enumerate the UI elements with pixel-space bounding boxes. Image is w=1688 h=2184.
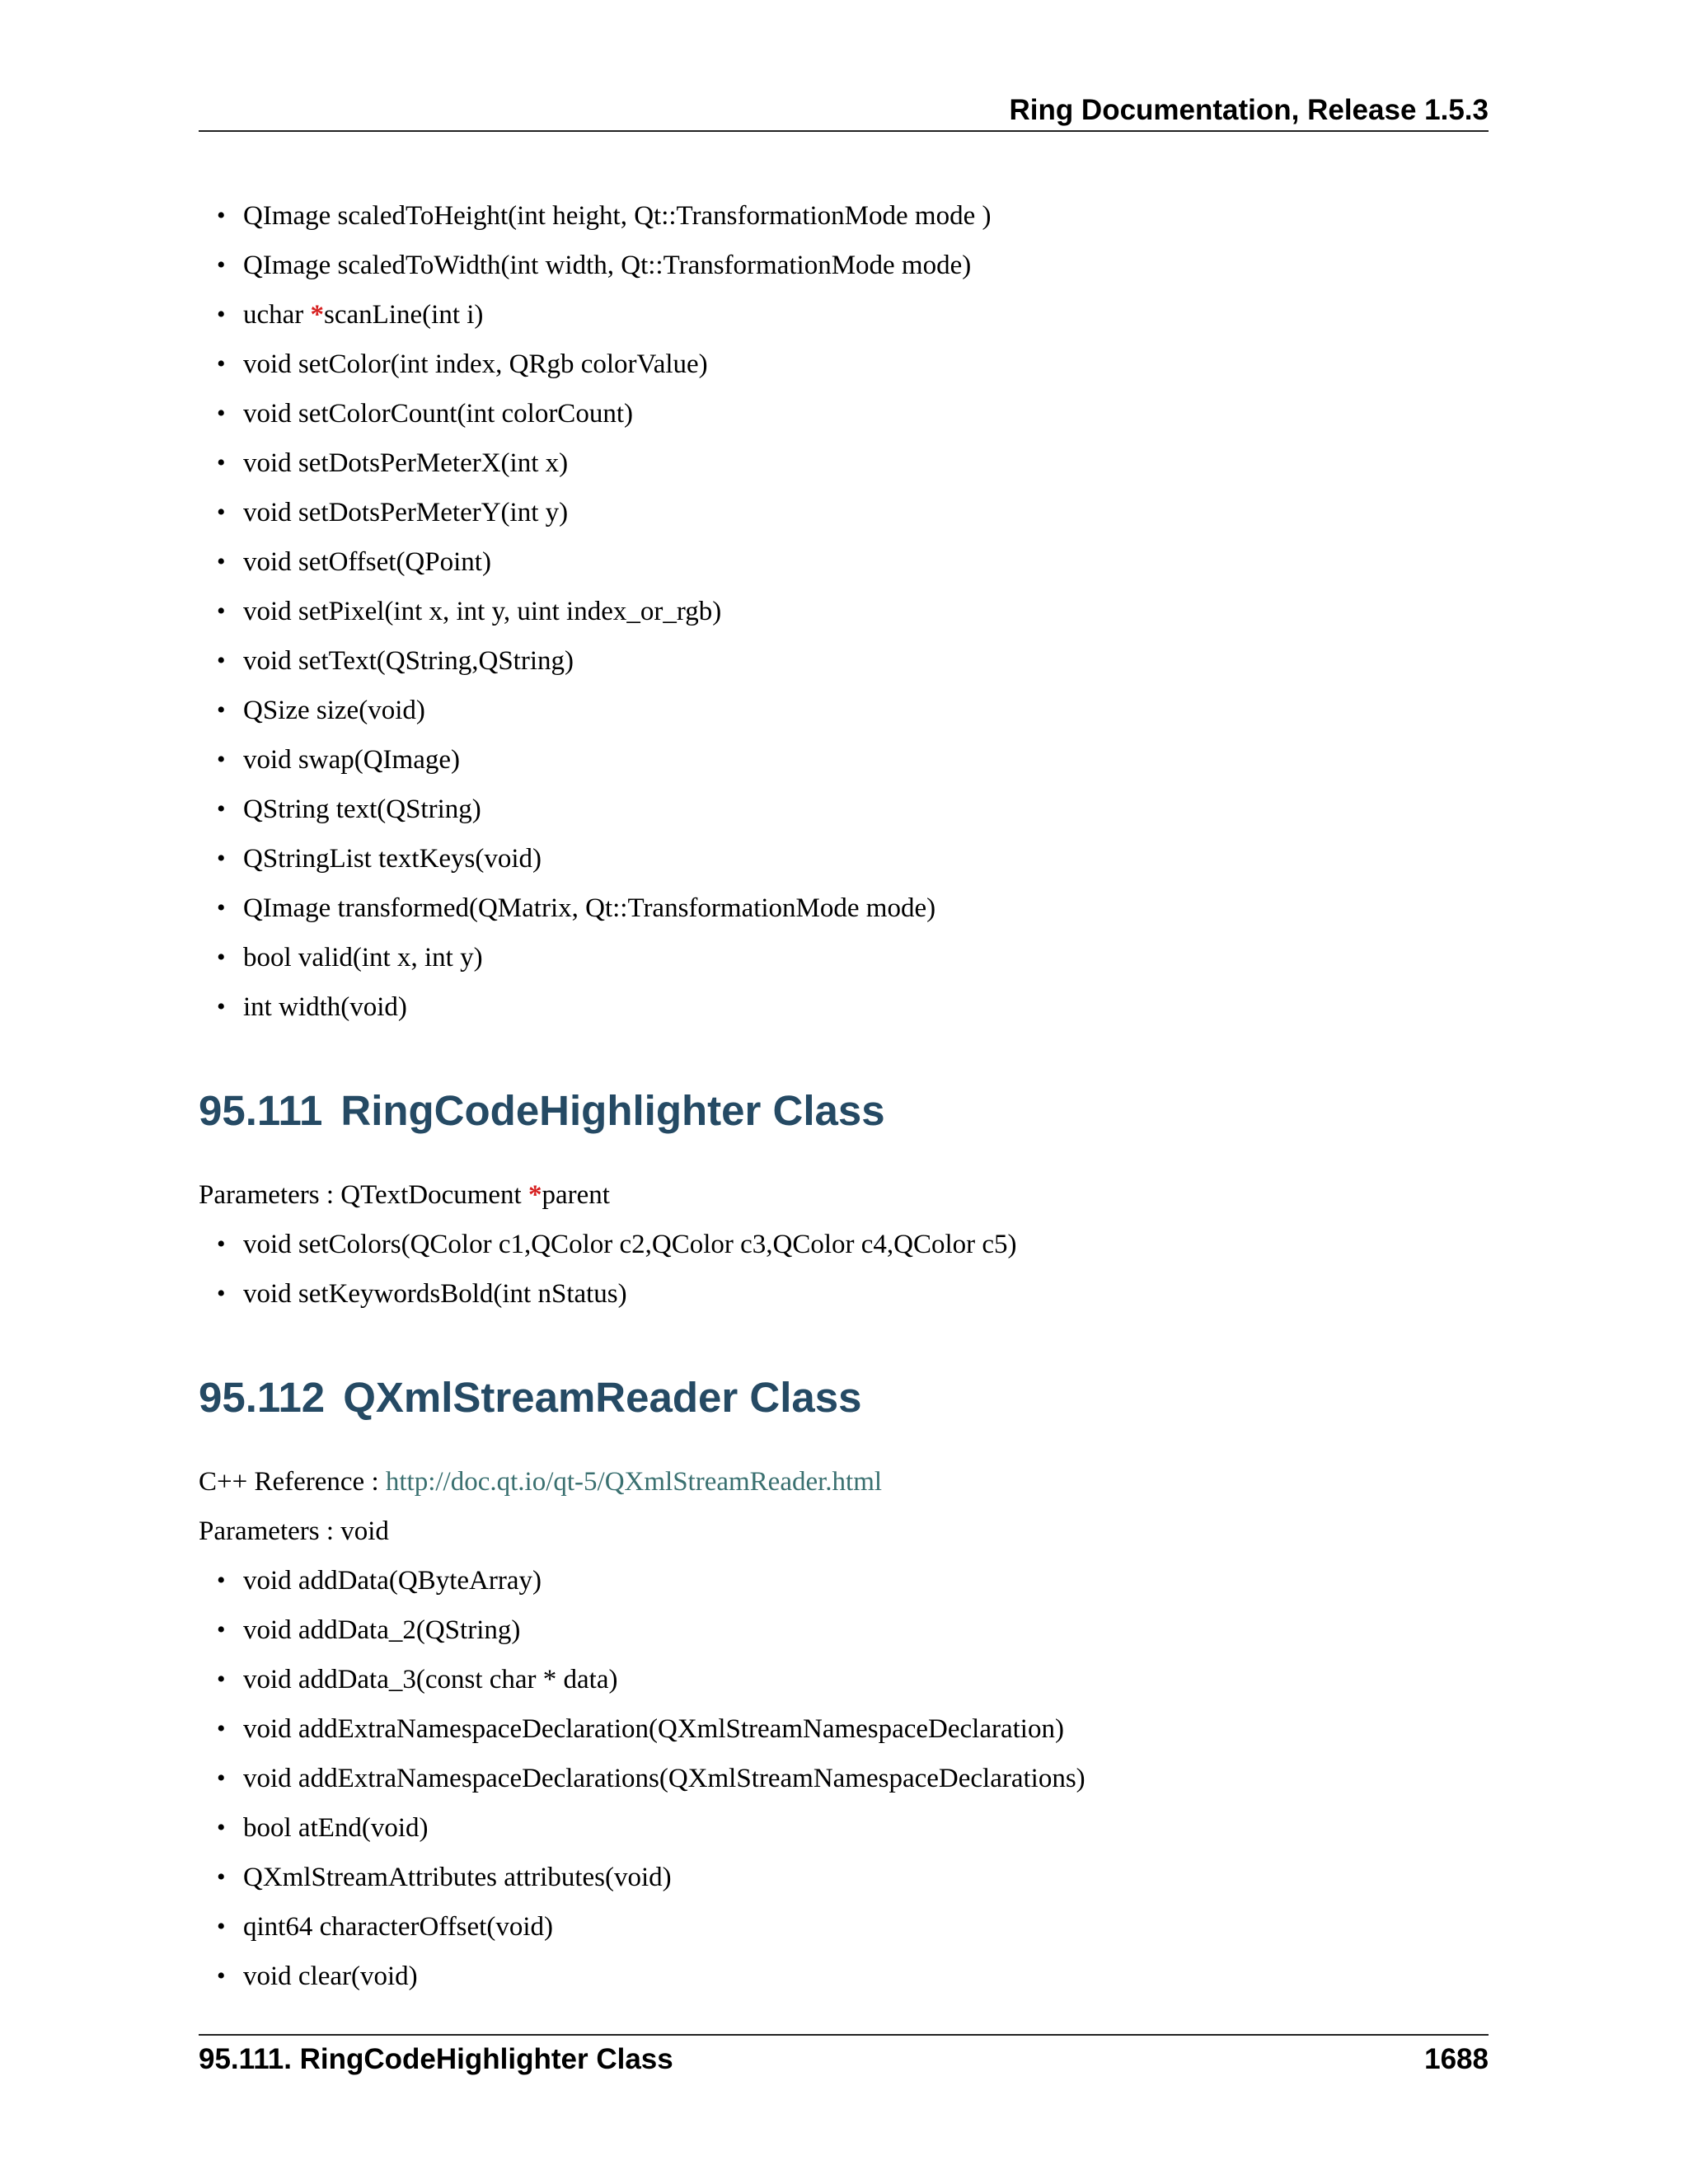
list-item: • QImage scaledToHeight(int height, Qt::TransformationMode mode ) xyxy=(243,191,1489,241)
qimage-methods-block xyxy=(199,191,1489,1032)
bullet-icon: • xyxy=(217,1765,226,1792)
list-item: • void setPixel(int x, int y, uint index_or_rgb) xyxy=(243,587,1489,636)
bullet-icon: • xyxy=(217,202,226,229)
list-item: • void addExtraNamespaceDeclarations(QXmlStreamNamespaceDeclarations) xyxy=(243,1754,1489,1803)
bullet-icon: • xyxy=(217,1863,226,1891)
footer-rule xyxy=(199,2034,1489,2036)
list-item: • void setColors(QColor c1,QColor c2,QColor c3,QColor c4,QColor c5) xyxy=(243,1220,1489,1269)
cpp-reference-link[interactable]: http://doc.qt.io/qt-5/QXmlStreamReader.html xyxy=(385,1467,883,1497)
list-item: • void addExtraNamespaceDeclaration(QXmlStreamNamespaceDeclaration) xyxy=(243,1704,1489,1754)
list-item: • void clear(void) xyxy=(243,1952,1489,2001)
bullet-icon: • xyxy=(217,795,226,823)
highlighter-methods-list xyxy=(199,1220,1489,1319)
pointer-star: * xyxy=(310,300,325,330)
list-item: • uchar *scanLine(int i) xyxy=(243,290,1489,340)
running-header: Ring Documentation, Release 1.5.3 xyxy=(1009,94,1489,126)
bullet-icon: • xyxy=(217,400,226,427)
bullet-icon: • xyxy=(217,894,226,921)
list-item: • QString text(QString) xyxy=(243,785,1489,834)
section-heading xyxy=(199,1371,1489,1424)
bullet-icon: • xyxy=(217,845,226,872)
list-item: • bool valid(int x, int y) xyxy=(243,933,1489,982)
list-item: • void setOffset(QPoint) xyxy=(243,537,1489,587)
list-item: • QImage scaledToWidth(int width, Qt::TransformationMode mode) xyxy=(243,241,1489,290)
list-item: • QSize size(void) xyxy=(243,686,1489,735)
section-number: 95.111 xyxy=(199,1087,323,1134)
list-item: • int width(void) xyxy=(243,982,1489,1032)
bullet-icon: • xyxy=(217,1616,226,1643)
bullet-icon: • xyxy=(217,1814,226,1841)
list-item: • void setKeywordsBold(int nStatus) xyxy=(243,1269,1489,1319)
pointer-star: * xyxy=(528,1180,542,1210)
running-footer xyxy=(199,2041,1489,2079)
header-rule xyxy=(199,130,1489,132)
bullet-icon: • xyxy=(217,301,226,328)
bullet-icon: • xyxy=(217,350,226,377)
page-number: 1688 xyxy=(1424,2043,1489,2075)
bullet-icon: • xyxy=(217,1715,226,1742)
section-title: QXmlStreamReader Class xyxy=(343,1374,862,1421)
footer-section-title: 95.111. RingCodeHighlighter Class xyxy=(199,2043,673,2075)
list-item: • void setColorCount(int colorCount) xyxy=(243,389,1489,438)
parameters-line: Parameters : QTextDocument *parent xyxy=(199,1180,610,1210)
section-ringcodehighlighter xyxy=(199,1085,1489,1137)
list-item: • void setText(QString,QString) xyxy=(243,636,1489,686)
bullet-icon: • xyxy=(217,1666,226,1693)
bullet-icon: • xyxy=(217,598,226,625)
bullet-icon: • xyxy=(217,499,226,526)
parameters-line: Parameters : void xyxy=(199,1516,389,1546)
list-item: • void addData_2(QString) xyxy=(243,1605,1489,1655)
bullet-icon: • xyxy=(217,993,226,1020)
bullet-icon: • xyxy=(217,1962,226,1990)
bullet-icon: • xyxy=(217,944,226,971)
xml-reference-block xyxy=(199,1457,1489,2001)
bullet-icon: • xyxy=(217,1280,226,1307)
list-item: • QImage transformed(QMatrix, Qt::TransformationMode mode) xyxy=(243,883,1489,933)
xml-methods-list xyxy=(199,1556,1489,2001)
bullet-icon: • xyxy=(217,548,226,575)
qimage-methods-list xyxy=(199,191,1489,1032)
list-item: • void setColor(int index, QRgb colorValue) xyxy=(243,340,1489,389)
bullet-icon: • xyxy=(217,647,226,674)
bullet-icon: • xyxy=(217,1913,226,1940)
bullet-icon: • xyxy=(217,1230,226,1258)
bullet-icon: • xyxy=(217,696,226,724)
section-title: RingCodeHighlighter Class xyxy=(340,1087,885,1134)
bullet-icon: • xyxy=(217,449,226,476)
list-item: • QStringList textKeys(void) xyxy=(243,834,1489,883)
list-item: • void setDotsPerMeterX(int x) xyxy=(243,438,1489,488)
highlighter-params xyxy=(199,1170,1489,1319)
list-item: • QXmlStreamAttributes attributes(void) xyxy=(243,1853,1489,1902)
document-page xyxy=(199,0,1489,2184)
list-item: • void swap(QImage) xyxy=(243,735,1489,785)
list-item: • bool atEnd(void) xyxy=(243,1803,1489,1853)
cpp-reference-line: C++ Reference : http://doc.qt.io/qt-5/QXmlStreamReader.html xyxy=(199,1467,883,1497)
section-heading xyxy=(199,1085,1489,1137)
list-item: • void setDotsPerMeterY(int y) xyxy=(243,488,1489,537)
bullet-icon: • xyxy=(217,251,226,279)
list-item: • void addData(QByteArray) xyxy=(243,1556,1489,1605)
list-item: • void addData_3(const char * data) xyxy=(243,1655,1489,1704)
bullet-icon: • xyxy=(217,1567,226,1594)
list-item: • qint64 characterOffset(void) xyxy=(243,1902,1489,1952)
bullet-icon: • xyxy=(217,746,226,773)
section-number: 95.112 xyxy=(199,1374,326,1421)
section-qxmlstreamreader xyxy=(199,1371,1489,1424)
